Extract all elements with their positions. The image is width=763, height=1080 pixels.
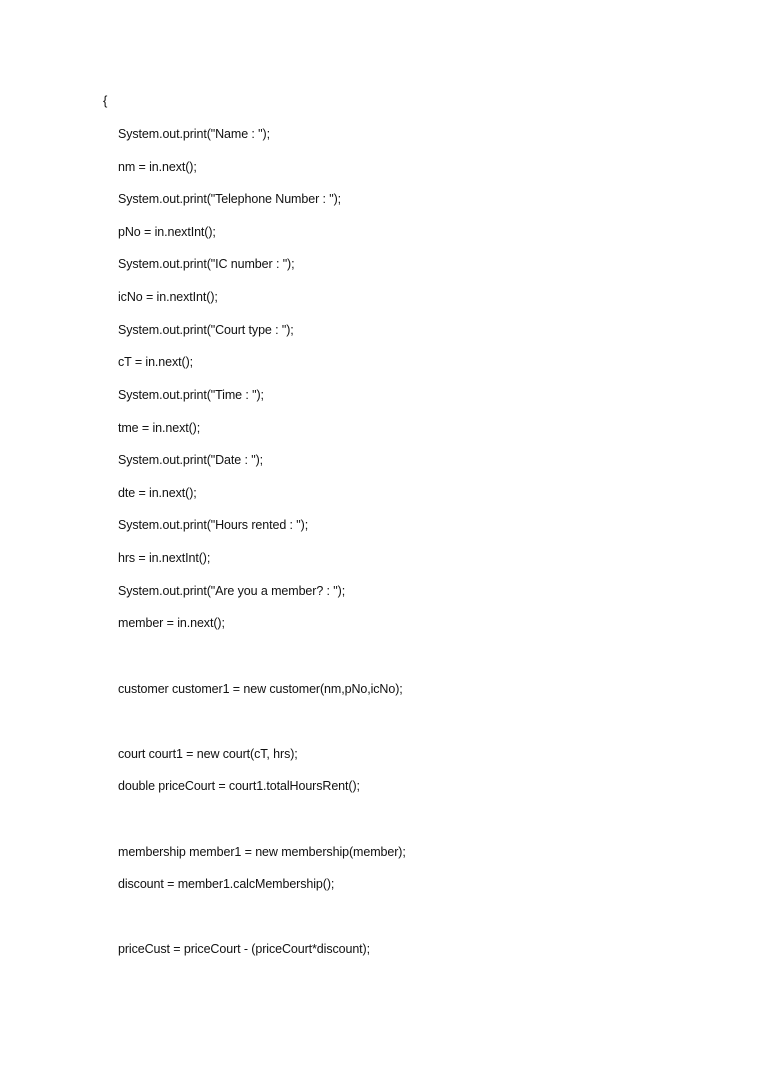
code-line: double priceCourt = court1.totalHoursRent();: [118, 779, 360, 793]
code-line: court court1 = new court(cT, hrs);: [118, 747, 298, 761]
code-line: cT = in.next();: [118, 355, 194, 369]
code-line: dte = in.next();: [118, 486, 197, 500]
code-line: discount = member1.calcMembership();: [118, 877, 335, 891]
code-line: icNo = in.nextInt();: [118, 290, 218, 304]
code-line: membership member1 = new membership(member);: [118, 845, 406, 859]
code-line: System.out.print("Hours rented : ");: [118, 518, 309, 532]
code-line: customer customer1 = new customer(nm,pNo,icNo);: [118, 682, 403, 696]
code-line: System.out.print("Name : ");: [118, 127, 270, 141]
code-line: System.out.print("Time : ");: [118, 388, 264, 402]
code-line: System.out.print("Date : ");: [118, 453, 264, 467]
code-line: tme = in.next();: [118, 421, 201, 435]
code-line: System.out.print("Are you a member? : ");: [118, 584, 346, 598]
code-line: pNo = in.nextInt();: [118, 225, 216, 239]
code-line: System.out.print("Telephone Number : ");: [118, 192, 342, 206]
code-line: nm = in.next();: [118, 160, 197, 174]
code-line: member = in.next();: [118, 616, 225, 630]
code-line: hrs = in.nextInt();: [118, 551, 211, 565]
open-brace: {: [103, 93, 108, 108]
code-line: priceCust = priceCourt - (priceCourt*discount);: [118, 942, 370, 956]
code-line: System.out.print("IC number : ");: [118, 257, 295, 271]
code-line: System.out.print("Court type : ");: [118, 323, 294, 337]
